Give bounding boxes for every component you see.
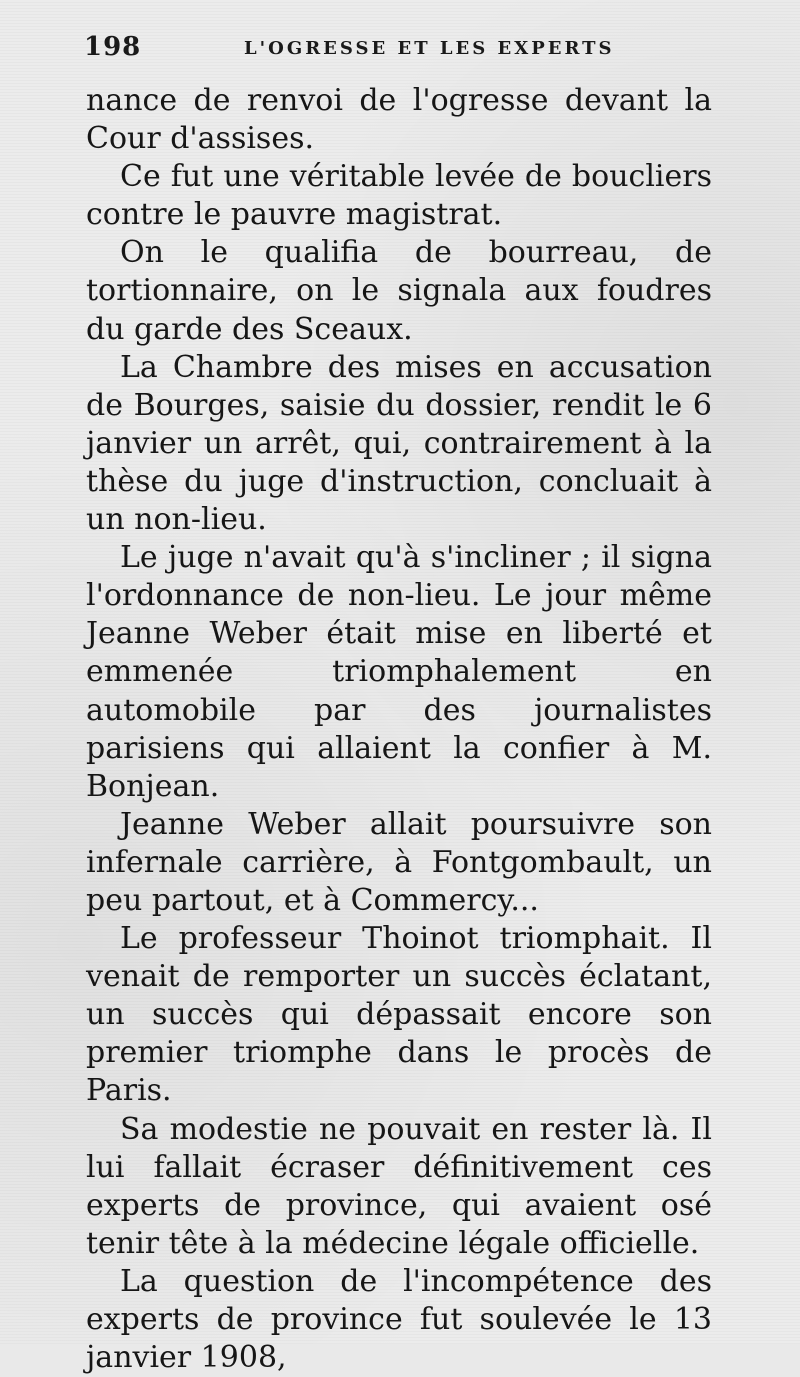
page-header [84,30,724,70]
paragraph-continuation: nance de renvoi de l'ogresse devant la Cour d'assises. [86,83,712,157]
paragraph: Jeanne Weber allait poursuivre son infernale carrière, à Fontgombault, un peu partout, et à Commercy... [86,806,712,918]
paragraph: Le professeur Thoinot triomphait. Il venait de remporter un succès éclatant, un succès qui dépassait encore son premier triomphe dans le procès de Paris. [86,921,712,1109]
paragraph: Le juge n'avait qu'à s'incliner ; il signa l'ordonnance de non-lieu. Le jour même Jeanne Weber était mise en liberté et emmenée triomphalement en automobile par des journalistes parisiens qui allaient la confier à M. Bonjean. [86,540,712,804]
body-text [86,82,712,1377]
page-number: 198 [84,32,142,62]
paragraph: On le qualifia de bourreau, de tortionnaire, on le signala aux foudres du garde des Sceaux. [86,235,712,347]
paragraph: La question de l'incompétence des experts de province fut soulevée le 13 janvier 1908, [86,1263,712,1376]
paragraph: Ce fut une véritable levée de boucliers contre le pauvre magistrat. [86,159,712,233]
paragraph: La Chambre des mises en accusation de Bourges, saisie du dossier, rendit le 6 janvier un arrêt, qui, contrairement à la thèse du juge d'instruction, concluait à un non-lieu. [86,349,712,538]
paragraph: Sa modestie ne pouvait en rester là. Il lui fallait écraser définitivement ces experts de province, qui avaient osé tenir tête à la médecine légale officielle. [86,1111,712,1261]
running-head: L'OGRESSE ET LES EXPERTS [244,38,615,59]
